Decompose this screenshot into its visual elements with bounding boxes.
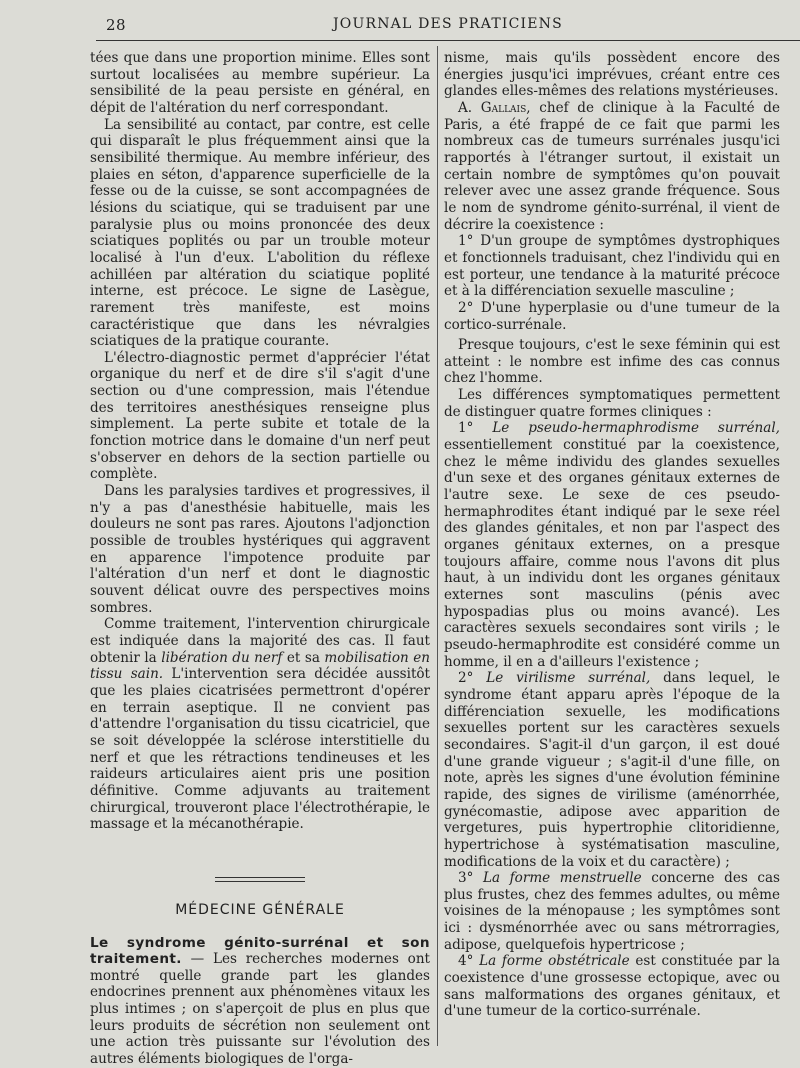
text-run: concerne des cas plus frustes, chez des femmes adultes, ou même voisines de la ménopause ; les symptômes sont ici : dysménorrhée avec ou sans métrorragies, adipose, quelquefois hypertricose ; <box>444 870 781 953</box>
text-run: — Les recherches modernes ont montré quelle grande part les glandes endocrines prennent aux phénomènes vitaux les plus intimes ; on s'aperçoit de plus en plus que leurs produits de sécrétion non seulement ont une action très puissante sur l'évolution des autres éléments biologiques de l'orga- <box>90 951 430 1068</box>
page-number: 28 <box>106 16 127 34</box>
text-run: chef de clinique à la Faculté de Paris, a été frappé de ce fait que parmi les nombreux cas de tumeurs surrénales jusqu'ici rapportés à l'étranger surtout, il existait un certain nombre de symptômes qu'on pouvait relever avec une assez grande fréquence. Sous le nom de syndrome génito-surrénal, il vient de décrire la coexistence : <box>444 99 780 233</box>
item-number: 1° <box>458 420 493 437</box>
paragraph: tées que dans une proportion minime. Elles sont surtout localisées au membre supérieur. La sensibilité de la peau persiste en général, en dépit de l'altération du nerf correspondant. <box>90 50 430 116</box>
list-item <box>444 420 780 670</box>
column-divider <box>437 46 438 1046</box>
section-break <box>90 877 430 919</box>
text-run: dans lequel, le syndrome étant apparu après l'époque de la différenciation sexuelle, les modifications sexuelles portent sur les caractères sexuels secondaires. S'agit-il d'un garçon, il est doué d'une grande vigueur ; s'agit-il d'une fille, on note, après les signes d'une évolution féminine rapide, des signes de virilisme (aménorrhée, gynécomastie, adipose avec apparition de vergetures, puis hypertrophie clitoridienne, hypertrichose à systématisation masculine, modifications de la voix et du caractère) ; <box>444 670 780 870</box>
paragraph <box>444 100 780 233</box>
italic-term: Le pseudo-hermaphrodisme surrénal, <box>492 420 780 437</box>
text-run: L'intervention sera décidée aussitôt que les plaies cicatrisées permettront d'opérer en terrain aseptique. Il ne convient pas d'attendre l'organisation du tissu cicatriciel, que se soit développée la sclérose interstitielle du nerf et que les rétractions tendineuses et les raideurs articulaires aient pris une position définitive. Comme adjuvants au traitement chirurgical, trouveront place l'électrothérapie, le massage et la mécanothérapie. <box>90 666 430 833</box>
italic-term: La forme menstruelle <box>483 870 642 887</box>
item-number: 4° <box>458 953 480 970</box>
text-run: essentiellement constitué par la coexistence, chez le même individu des glandes sexuelles d'un sexe et des organes génitaux externes de l'autre sexe. Le sexe de ces pseudo-hermaphrodites étant indiqué par le sexe réel des glandes génitales, et non par l'aspect des organes génitaux externes, on a presque toujours affaire, comme nous l'avons dit plus haut, à un individu dont les organes génitaux externes sont masculins (pénis avec hypospadias plus ou moins avancé). Les caractères sexuels secondaires sont virils ; le pseudo-hermaphrodite est considéré comme un homme, il en a d'ailleurs l'existence ; <box>444 437 780 670</box>
paragraph <box>90 616 430 833</box>
paragraph: nisme, mais qu'ils possèdent encore des énergies jusqu'ici imprévues, créant entre ces glandes elles-mêmes des relations mystérieuses. <box>444 50 780 100</box>
left-column <box>90 50 430 1068</box>
author-name: A. Gallais, <box>458 99 531 116</box>
article-paragraph <box>90 935 430 1068</box>
list-item <box>444 953 780 1020</box>
paragraph: Presque toujours, c'est le sexe féminin qui est atteint : le nombre est infime des cas connus chez l'homme. <box>444 337 780 387</box>
article-title: Le syndrome génito-surrénal et son traitement. <box>90 934 430 968</box>
paragraph: La sensibilité au contact, par contre, est celle qui disparaît le plus fréquemment ainsi que la sensibilité thermique. Au membre inférieur, des plaies en séton, d'apparence superficielle de la fesse ou de la cuisse, se sont accompagnées de lésions du sciatique, qui se traduisent par une paralysie plus ou moins prononcée des deux sciatiques poplités ou par un trouble moteur localisé à l'un d'eux. L'abolition du réflexe achilléen par altération du sciatique poplité interne, est précoce. Le signe de Lasègue, rarement très manifeste, est moins caractéristique que dans les névralgies sciatiques de la pratique courante. <box>90 116 430 350</box>
item-number: 2° <box>458 670 487 687</box>
item-number: 3° <box>458 870 483 887</box>
list-item <box>444 670 780 870</box>
page-header <box>98 14 788 36</box>
decorative-rule <box>215 877 305 882</box>
list-item: 1° D'un groupe de symptômes dystrophiques et fonctionnels traduisant, chez l'individu qui en est porteur, une tendance à la maturité précoce et à la différenciation sexuelle masculine ; <box>444 233 780 300</box>
text-run: et sa <box>282 649 325 666</box>
text-run: Comme traitement, l'intervention chirurgicale est indiquée dans la majorité des cas. Il faut obtenir la <box>90 616 430 666</box>
paragraph: L'électro-diagnostic permet d'apprécier l'état organique du nerf et de dire s'il s'agit d'une section ou d'une compression, mais l'étendue des territoires anesthésiques renseigne plus simplement. La perte subite et totale de la fonction motrice dans le domaine d'un nerf peut s'observer en dehors de la section partielle ou complète. <box>90 349 430 483</box>
list-item: 2° D'une hyperplasie ou d'une tumeur de la cortico-surrénale. <box>444 299 780 333</box>
journal-title: JOURNAL DES PRATICIENS <box>333 16 563 32</box>
text-run: est constituée par la coexistence d'une grossesse ectopique, avec ou sans malformations des organes génitaux, et d'une tumeur de la cortico-surrénale. <box>444 953 781 1020</box>
italic-term: La forme obstétricale <box>479 953 630 970</box>
italic-term: mobilisation en tissu sain. <box>90 649 431 683</box>
paragraph: Les différences symptomatiques permettent de distinguer quatre formes cliniques : <box>444 387 780 420</box>
paragraph: Dans les paralysies tardives et progressives, il n'y a pas d'anesthésie habituelle, mais les douleurs ne sont pas rares. Ajoutons l'adjonction possible de troubles hystériques qui aggravent en apparence l'impotence produite par l'altération d'un nerf et dont le diagnostic souvent délicat ouvre des perspectives moins sombres. <box>90 483 430 616</box>
section-heading: MÉDECINE GÉNÉRALE <box>175 901 345 918</box>
italic-term: libération du nerf <box>161 649 283 666</box>
italic-term: Le virilisme surrénal, <box>486 670 651 687</box>
header-rule <box>96 40 800 41</box>
right-column <box>444 50 780 1020</box>
list-item <box>444 870 780 953</box>
